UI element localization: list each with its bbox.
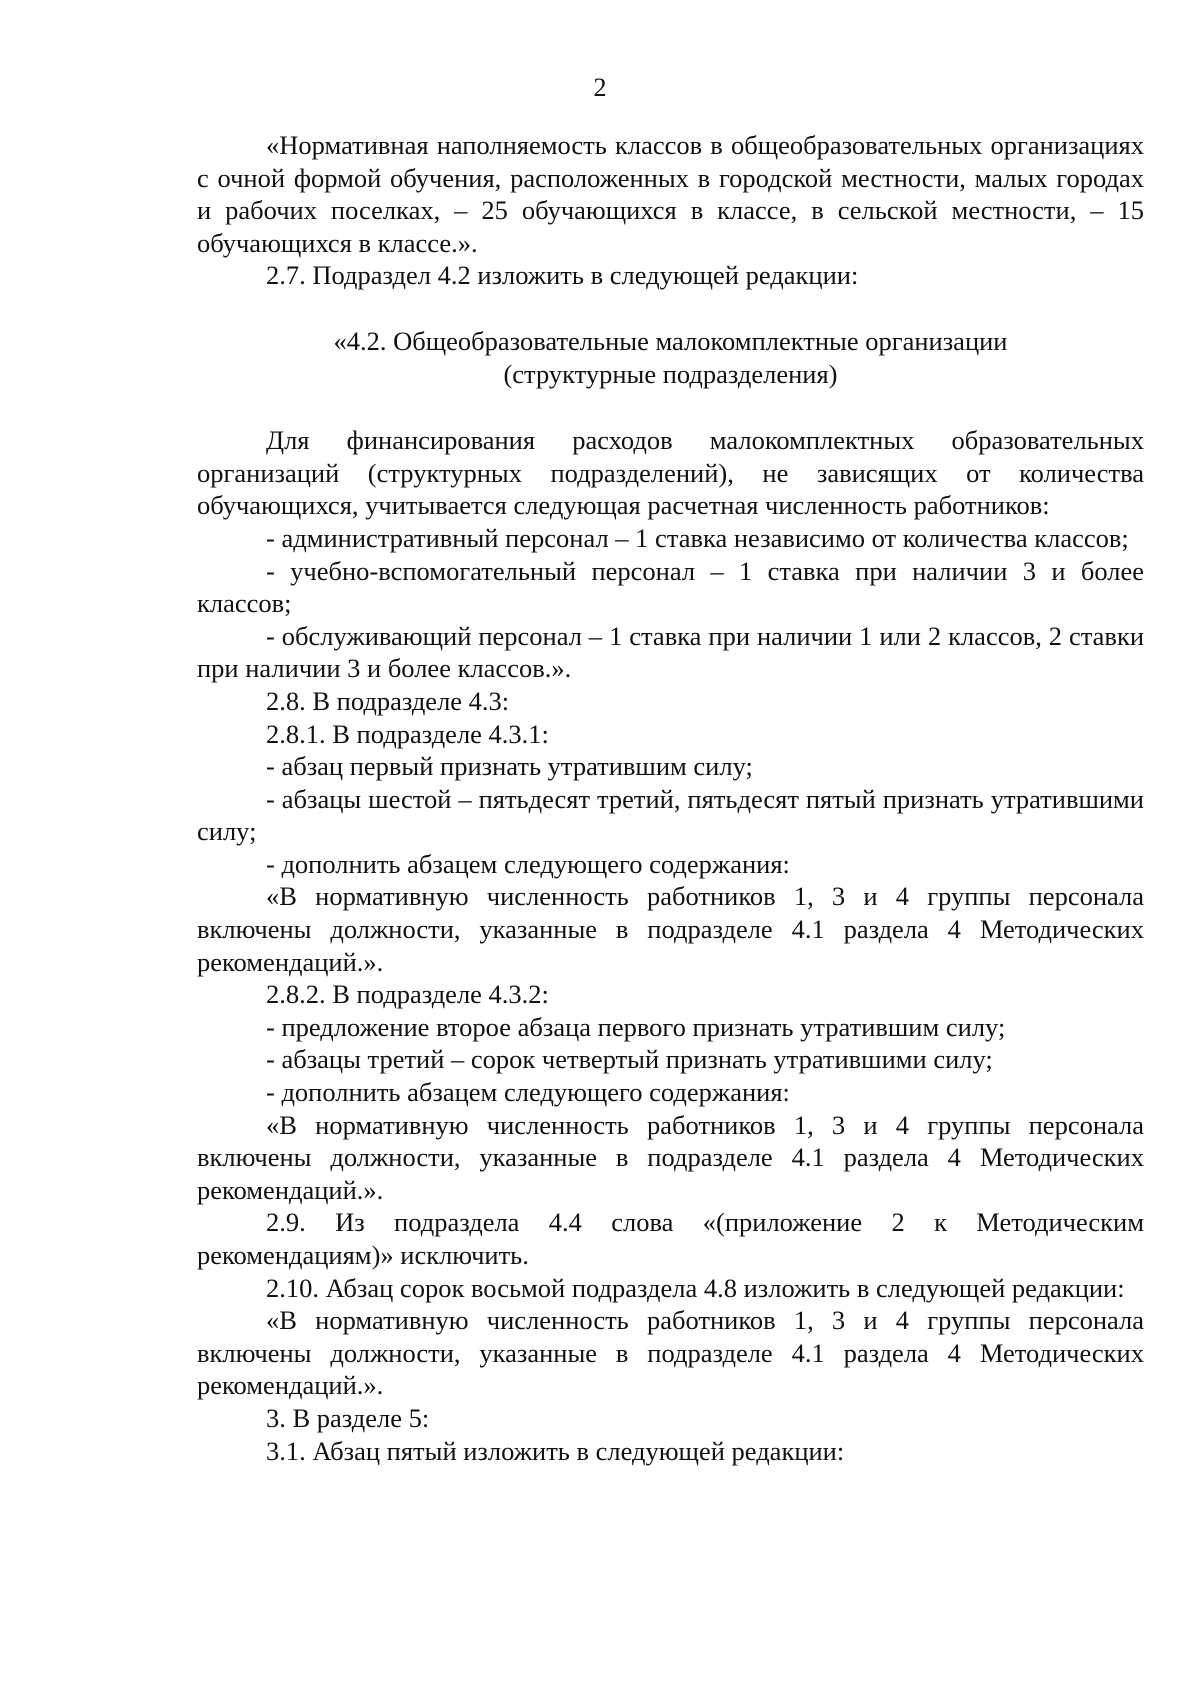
paragraph: 2.8.2. В подразделе 4.3.2: (266, 979, 549, 1010)
document-body (197, 129, 1144, 1467)
paragraph: 2.7. Подраздел 4.2 изложить в следующей редакции: (266, 260, 859, 291)
paragraph: 2.9. Из подраздела 4.4 слова «(приложение 2 к Методическим рекомендациям)» исключить. (197, 1207, 1144, 1270)
list-item: - абзацы шестой – пятьдесят третий, пятьдесят пятый признать утратившими силу; (197, 783, 1144, 847)
section-heading (197, 325, 1144, 390)
paragraph: 2.10. Абзац сорок восьмой подраздела 4.8 изложить в следующей редакции: (266, 1272, 1125, 1303)
paragraph: «В нормативную численность работников 1, 3 и 4 группы персонала включены должности, указанные в подразделе 4.1 раздела 4 Методических рекомендаций.». (197, 881, 1144, 977)
paragraph: «Нормативная наполняемость классов в общеобразовательных организациях с очной формой обучения, расположенных в городской местности, малых городах и рабочих поселках, – 25 обучающихся в классе, в сельской местности, – 15 обучающихся в классе.». (197, 130, 1144, 258)
section-heading-line: «4.2. Общеобразовательные малокомплектные организации (333, 325, 1008, 356)
list-item: - дополнить абзацем следующего содержания: (266, 1077, 790, 1108)
paragraph: 3. В разделе 5: (266, 1402, 430, 1433)
section-heading-line: (структурные подразделения) (503, 358, 838, 389)
page-number: 2 (593, 73, 607, 102)
list-item: - административный персонал – 1 ставка независимо от количества классов; (266, 522, 1129, 553)
list-item: - абзацы третий – сорок четвертый признать утратившими силу; (266, 1044, 993, 1075)
list-item: - обслуживающий персонал – 1 ставка при наличии 1 или 2 классов, 2 ставки при наличии 3 и более классов.». (197, 620, 1144, 684)
paragraph: 3.1. Абзац пятый изложить в следующей редакции: (266, 1435, 845, 1466)
paragraph: Для финансирования расходов малокомплектных образовательных организаций (структурных подразделений), не зависящих от количества обучающихся, учитывается следующая расчетная численность работников: (197, 425, 1144, 521)
list-item: - учебно-вспомогательный персонал – 1 ставка при наличии 3 и более классов; (197, 555, 1144, 619)
paragraph: «В нормативную численность работников 1, 3 и 4 группы персонала включены должности, указанные в подразделе 4.1 раздела 4 Методических рекомендаций.». (197, 1305, 1144, 1401)
list-item: - абзац первый признать утратившим силу; (266, 751, 753, 782)
paragraph: «В нормативную численность работников 1, 3 и 4 группы персонала включены должности, указанные в подразделе 4.1 раздела 4 Методических рекомендаций.». (197, 1109, 1144, 1205)
list-item: - дополнить абзацем следующего содержания: (266, 848, 790, 879)
paragraph: 2.8.1. В подразделе 4.3.1: (266, 718, 549, 749)
paragraph: 2.8. В подразделе 4.3: (266, 685, 510, 716)
list-item: - предложение второе абзаца первого признать утратившим силу; (266, 1011, 1006, 1042)
